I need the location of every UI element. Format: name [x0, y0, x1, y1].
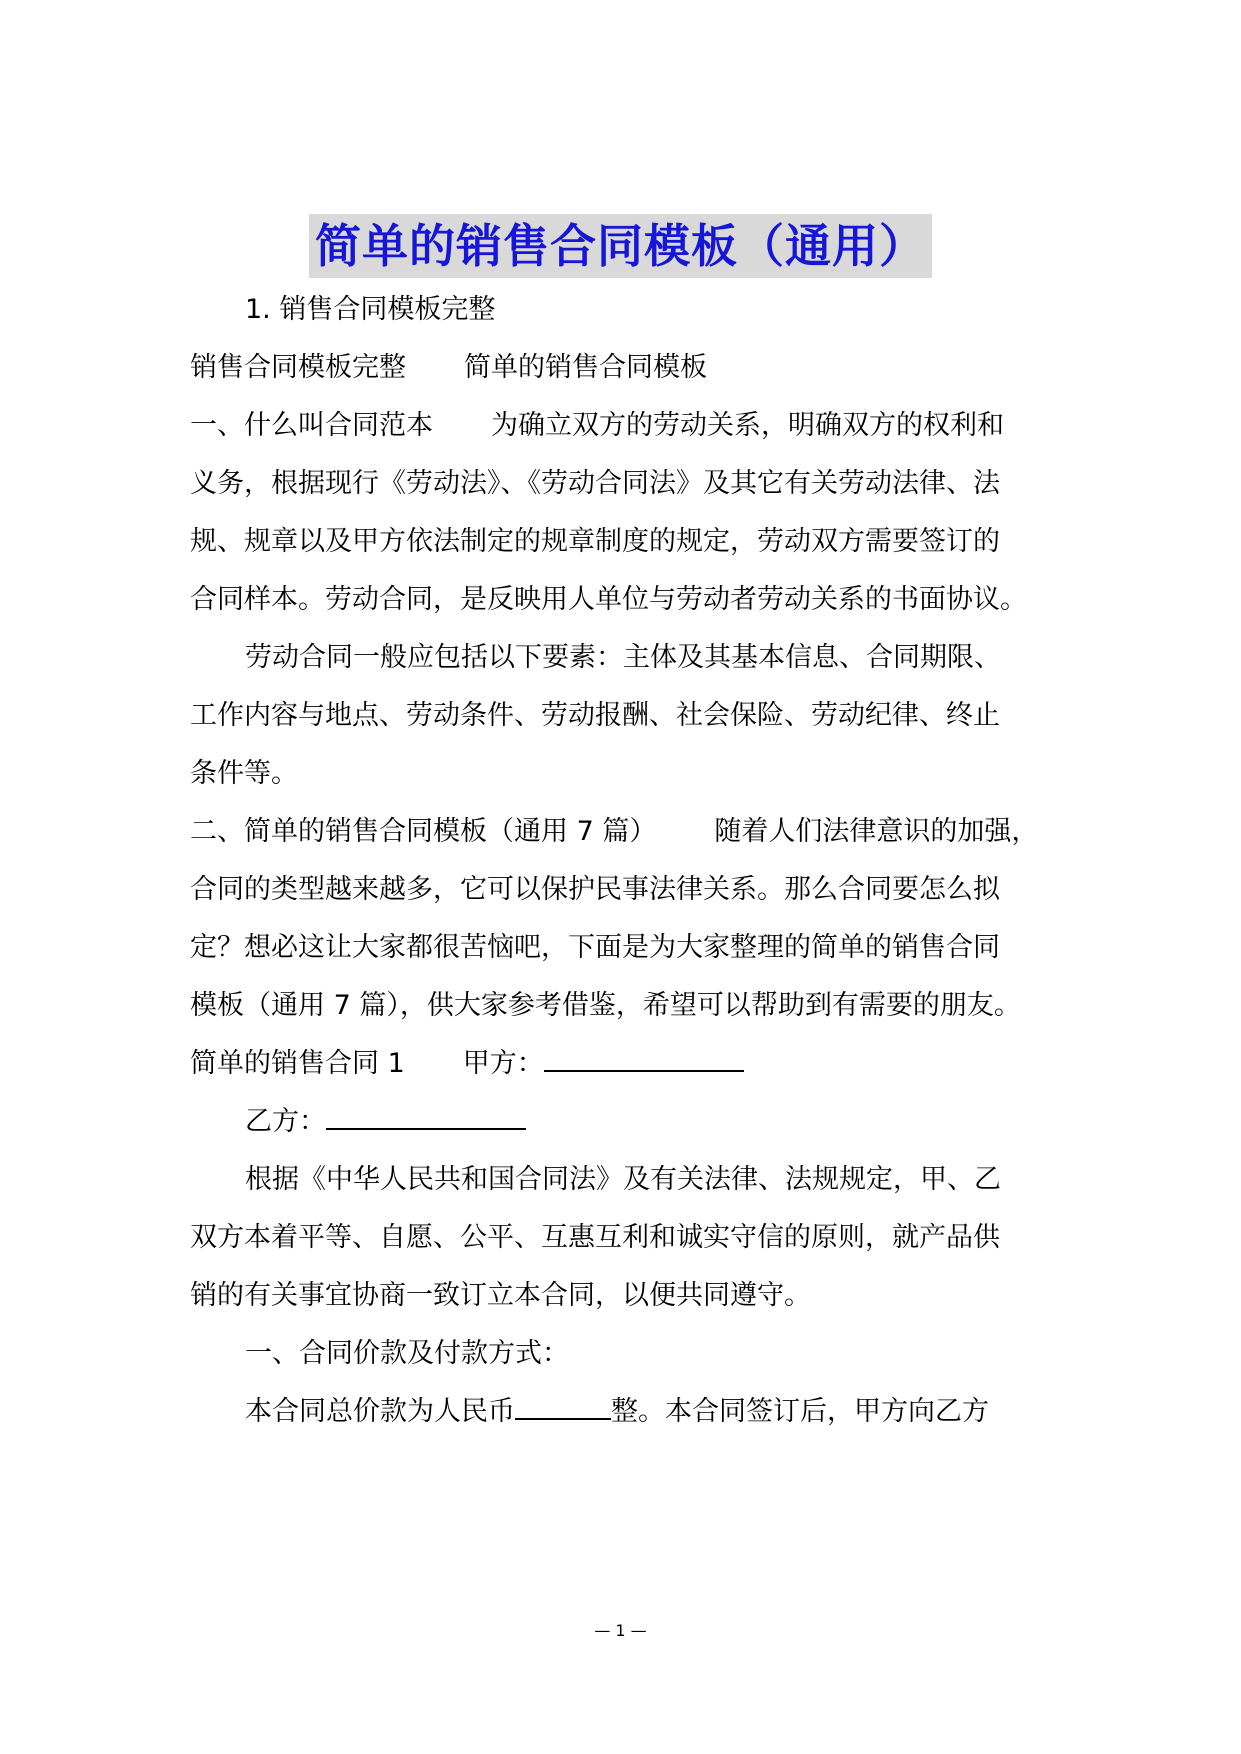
party-a-label: 甲方：: [462, 1048, 544, 1079]
paragraph-line: [245, 1160, 1145, 1200]
line-text: 模板（通用 7 篇），供大家参考借鉴，希望可以帮助到有需要的朋友。: [190, 990, 1021, 1021]
paragraph-line: [190, 986, 1090, 1026]
line-text: 销的有关事宜协商一致订立本合同，以便共同遵守。: [190, 1280, 811, 1311]
paragraph-line: [190, 1044, 1090, 1084]
document-title: 简单的销售合同模板（通用）: [309, 214, 932, 278]
line-text: 工作内容与地点、劳动条件、劳动报酬、社会保险、劳动纪律、终止: [190, 700, 1000, 731]
title-container: [0, 214, 1241, 278]
line-text: 简单的销售合同 1: [190, 1048, 405, 1079]
line-text: 义务，根据现行《劳动法》、《劳动合同法》及其它有关劳动法律、法: [190, 468, 1000, 499]
party-b-blank: [326, 1102, 526, 1130]
paragraph-line: [190, 696, 1090, 736]
paragraph-line: [190, 348, 1090, 388]
party-a-blank: [544, 1044, 744, 1072]
line-text: 本合同总价款为人民币: [245, 1396, 515, 1427]
line-text: 一、什么叫合同范本: [190, 410, 433, 441]
line-text: 合同的类型越来越多，它可以保护民事法律关系。那么合同要怎么拟: [190, 874, 1000, 905]
paragraph-line: [190, 580, 1090, 620]
section-heading: [245, 290, 1145, 330]
paragraph-line: [190, 812, 1090, 852]
line-text: 规、规章以及甲方依法制定的规章制度的规定，劳动双方需要签订的: [190, 526, 1000, 557]
line-text: 根据《中华人民共和国合同法》及有关法律、法规规定，甲、乙: [245, 1164, 1001, 1195]
line-text: 双方本着平等、自愿、公平、互惠互利和诚实守信的原则，就产品供: [190, 1222, 1000, 1253]
paragraph-line: [245, 1392, 1145, 1432]
line-text: 合同样本。劳动合同，是反映用人单位与劳动者劳动关系的书面协议。: [190, 584, 1027, 615]
price-blank: [515, 1392, 611, 1420]
paragraph-line: [190, 464, 1090, 504]
paragraph-line: [190, 522, 1090, 562]
section-heading-text: 1. 销售合同模板完整: [245, 294, 496, 325]
paragraph-line: [190, 870, 1090, 910]
line-text: 销售合同模板完整: [190, 352, 406, 383]
paragraph-line: [190, 406, 1090, 446]
line-text: 劳动合同一般应包括以下要素：主体及其基本信息、合同期限、: [245, 642, 1001, 673]
line-text: 条件等。: [190, 758, 298, 789]
line-text: 二、简单的销售合同模板（通用 7 篇）: [190, 816, 657, 847]
paragraph-line: [190, 928, 1090, 968]
party-b-label: 乙方：: [245, 1106, 326, 1137]
line-text: 为确立双方的劳动关系，明确双方的权利和: [491, 410, 1004, 441]
line-text: 随着人们法律意识的加强，: [714, 816, 1039, 847]
line-text: 一、合同价款及付款方式：: [245, 1338, 569, 1369]
paragraph-line: [190, 1276, 1090, 1316]
page-number: — 1 —: [594, 1621, 647, 1640]
paragraph-line: [190, 1218, 1090, 1258]
line-text: 简单的销售合同模板: [464, 352, 707, 383]
paragraph-line: [245, 1102, 1145, 1142]
line-text: 定？想必这让大家都很苦恼吧，下面是为大家整理的简单的销售合同: [190, 932, 1000, 963]
line-text: 整。本合同签订后，甲方向乙方: [611, 1396, 989, 1427]
paragraph-line: [245, 1334, 1145, 1374]
paragraph-line: [190, 754, 1090, 794]
paragraph-line: [245, 638, 1145, 678]
